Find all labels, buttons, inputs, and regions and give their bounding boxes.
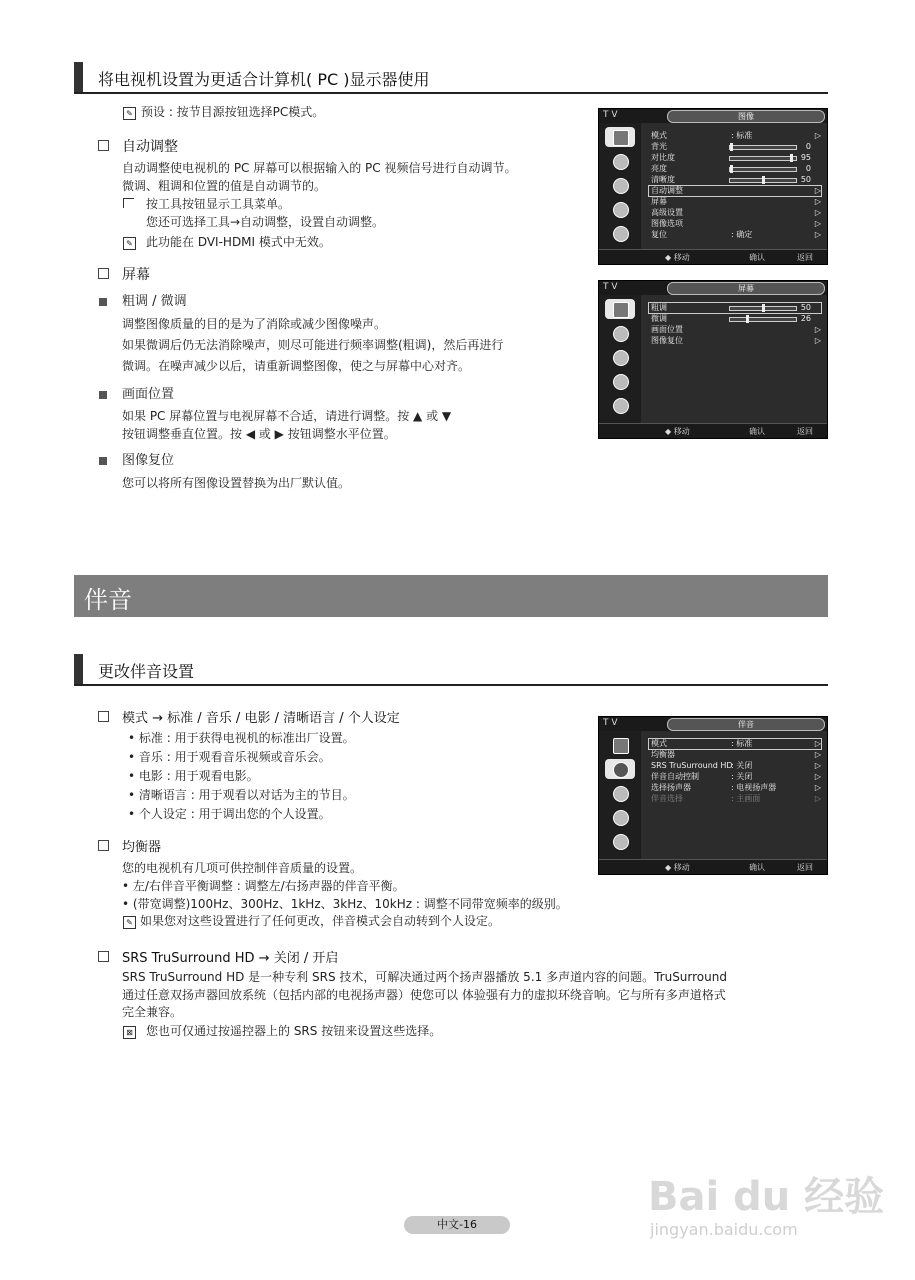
eq-text-1: 您的电视机有几项可供控制伴音质量的设置。	[122, 861, 363, 875]
osd-item-label: 自动调整	[651, 186, 683, 195]
osd-item-label: 模式	[651, 131, 667, 140]
chevron-right-icon: ▷	[814, 197, 821, 206]
move-hint: ◆ 移动	[665, 427, 690, 436]
osd-item-number: 0	[805, 164, 811, 173]
square-bullet-icon	[99, 391, 107, 399]
osd-menu-item[interactable]	[649, 783, 821, 793]
slider-knob[interactable]	[790, 154, 793, 162]
osd-item-number: 26	[800, 314, 811, 323]
osd-item-label: 背光	[651, 142, 667, 151]
heading-auto: 自动调整	[122, 139, 178, 155]
picture-icon	[605, 735, 635, 755]
mode-item: • 清晰语言 : 用于观看以对话为主的节目。	[128, 788, 355, 802]
chevron-right-icon: ▷	[814, 761, 821, 770]
osd-item-value: : 标准	[731, 131, 753, 140]
heading-eq: 均衡器	[122, 840, 162, 855]
reset-text: 您可以将所有图像设置替换为出厂默认值。	[122, 476, 351, 490]
picture-icon	[605, 299, 635, 319]
osd-title: 伴音	[667, 718, 825, 731]
osd-footer	[599, 249, 827, 264]
eq-text-2: • 左/右伴音平衡调整 : 调整左/右扬声器的伴音平衡。	[122, 879, 405, 893]
osd-menu-item[interactable]	[649, 153, 821, 163]
section-header-sound	[74, 654, 828, 686]
osd-picture-menu	[598, 108, 828, 265]
osd-item-label: 微调	[651, 314, 667, 323]
osd-menu-item[interactable]	[649, 197, 821, 207]
checkbox-icon	[98, 951, 109, 962]
osd-menu-item[interactable]	[649, 164, 821, 174]
osd-item-value: : 标准	[731, 739, 753, 748]
osd-menu-item[interactable]	[649, 131, 821, 141]
osd-topbar	[599, 717, 827, 731]
auto-text-1: 自动调整使电视机的 PC 屏幕可以根据输入的 PC 视频信号进行自动调节。	[122, 161, 517, 175]
page-number: 中文-16	[404, 1216, 510, 1234]
sound-icon	[605, 151, 635, 171]
osd-tv-label: T V	[603, 110, 618, 120]
section-header-pc	[74, 62, 828, 94]
move-hint: ◆ 移动	[665, 863, 690, 872]
osd-item-label: 伴音选择	[651, 794, 683, 803]
tool-icon	[123, 198, 134, 208]
osd-tv-label: T V	[603, 718, 618, 728]
note-icon: ✎	[123, 237, 136, 250]
channel-icon	[605, 783, 635, 803]
osd-item-number: 50	[800, 303, 811, 312]
osd-item-number: 50	[800, 175, 811, 184]
header-bar	[74, 654, 83, 684]
osd-title: 图像	[667, 110, 825, 123]
checkbox-icon	[98, 711, 109, 722]
osd-item-value: : 电视扬声器	[731, 783, 777, 792]
osd-footer	[599, 423, 827, 438]
osd-item-label: 模式	[651, 739, 667, 748]
osd-slider[interactable]	[729, 167, 797, 172]
osd-item-label: 画面位置	[651, 325, 683, 334]
osd-item-label: 图像选项	[651, 219, 683, 228]
osd-menu-item[interactable]	[649, 772, 821, 782]
mode-item: • 电影 : 用于观看电影。	[128, 769, 259, 783]
chevron-right-icon: ▷	[814, 783, 821, 792]
heading-screen: 屏幕	[122, 267, 150, 283]
osd-item-label: 亮度	[651, 164, 667, 173]
setup-icon	[605, 807, 635, 827]
chevron-right-icon: ▷	[814, 772, 821, 781]
input-icon	[605, 223, 635, 243]
section-title: 更改伴音设置	[98, 662, 195, 681]
chevron-right-icon: ▷	[814, 794, 821, 803]
osd-item-label: 粗调	[651, 303, 667, 312]
return-hint: 返回	[797, 863, 813, 872]
header-bar	[74, 62, 83, 92]
osd-menu-item[interactable]	[649, 336, 821, 346]
preset-note: 预设 : 按节目源按钮选择PC模式。	[141, 105, 325, 119]
channel-icon	[605, 347, 635, 367]
osd-menu-item[interactable]	[649, 325, 821, 335]
section-title: 将电视机设置为更适合计算机( PC )显示器使用	[98, 70, 430, 89]
heading-coarse: 粗调 / 微调	[122, 294, 187, 309]
checkbox-icon	[98, 268, 109, 279]
heading-reset: 图像复位	[122, 453, 175, 468]
slider-knob[interactable]	[746, 315, 749, 323]
position-text-1: 如果 PC 屏幕位置与电视屏幕不合适，请进行调整。按 ▲ 或 ▼	[122, 409, 452, 423]
note-icon: ✎	[123, 916, 136, 929]
srs-text-1: SRS TruSurround HD 是一种专利 SRS 技术，可解决通过两个扬声器播放 5.1 多声道内容的问题。TruSurround	[122, 970, 727, 984]
checkbox-icon	[98, 140, 109, 151]
osd-item-label: 清晰度	[651, 175, 675, 184]
slider-knob[interactable]	[730, 143, 733, 151]
chevron-right-icon: ▷	[814, 208, 821, 217]
osd-slider[interactable]	[729, 156, 797, 161]
osd-menu-item[interactable]	[649, 750, 821, 760]
osd-item-value: : 关闭	[731, 772, 753, 781]
input-icon	[605, 831, 635, 851]
note-icon: ✎	[123, 107, 136, 120]
osd-slider[interactable]	[729, 145, 797, 150]
enter-hint: 确认	[749, 427, 765, 436]
osd-slider[interactable]	[729, 317, 797, 322]
osd-item-label: 伴音自动控制	[651, 772, 699, 781]
osd-menu-item[interactable]	[649, 794, 821, 804]
osd-sidebar	[599, 295, 641, 424]
setup-icon	[605, 199, 635, 219]
heading-srs: SRS TruSurround HD → 关闭 / 开启	[122, 951, 339, 966]
channel-icon	[605, 175, 635, 195]
return-hint: 返回	[797, 253, 813, 262]
osd-menu-item[interactable]	[649, 303, 821, 313]
chevron-right-icon: ▷	[814, 739, 821, 748]
srs-text-3: 完全兼容。	[122, 1005, 183, 1019]
input-icon	[605, 395, 635, 415]
osd-item-label: 屏幕	[651, 197, 667, 206]
osd-menu-item[interactable]	[649, 175, 821, 185]
sound-icon	[605, 759, 635, 779]
mode-item: • 标准 : 用于获得电视机的标准出厂设置。	[128, 731, 355, 745]
tool-text-2: 您还可选择工具→自动调整，设置自动调整。	[146, 215, 385, 229]
remote-note-icon: ⊠	[123, 1026, 136, 1039]
osd-item-value: : 关闭	[731, 761, 753, 770]
chevron-right-icon: ▷	[814, 186, 821, 195]
baidu-watermark-logo: Bai du 经验	[648, 1174, 885, 1220]
sound-icon	[605, 323, 635, 343]
slider-knob[interactable]	[762, 176, 765, 184]
osd-menu-item[interactable]	[649, 230, 821, 240]
osd-slider[interactable]	[729, 178, 797, 183]
osd-item-value: : 确定	[731, 230, 753, 239]
move-hint: ◆ 移动	[665, 253, 690, 262]
coarse-text-2: 如果微调后仍无法消除噪声，则尽可能进行频率调整(粗调)，然后再进行	[122, 338, 504, 352]
osd-topbar	[599, 109, 827, 123]
mode-item: • 音乐 : 用于观看音乐视频或音乐会。	[128, 750, 331, 764]
picture-icon	[605, 127, 635, 147]
osd-sidebar	[599, 731, 641, 860]
square-bullet-icon	[99, 457, 107, 465]
osd-item-label: 复位	[651, 230, 667, 239]
position-text-2: 按钮调整垂直位置。按 ◀ 或 ▶ 按钮调整水平位置。	[122, 427, 396, 441]
osd-screen-menu	[598, 280, 828, 439]
baidu-watermark-url: jingyan.baidu.com	[650, 1220, 798, 1239]
osd-tv-label: T V	[603, 282, 618, 292]
osd-item-number: 95	[800, 153, 811, 162]
eq-note: 如果您对这些设置进行了任何更改，伴音模式会自动转到个人设定。	[140, 914, 501, 928]
slider-knob[interactable]	[730, 165, 733, 173]
osd-item-number: 0	[805, 142, 811, 151]
eq-text-3: • (带宽调整)100Hz、300Hz、1kHz、3kHz、10kHz : 调整不同带宽频率的级别。	[122, 897, 568, 911]
osd-sound-menu	[598, 716, 828, 875]
osd-title: 屏幕	[667, 282, 825, 295]
osd-menu-item[interactable]	[649, 219, 821, 229]
square-bullet-icon	[99, 298, 107, 306]
auto-text-2: 微调、粗调和位置的值是自动调节的。	[122, 179, 327, 193]
mode-item: • 个人设定 : 用于调出您的个人设置。	[128, 807, 331, 821]
setup-icon	[605, 371, 635, 391]
dvi-note: 此功能在 DVI-HDMI 模式中无效。	[146, 235, 331, 249]
chevron-right-icon: ▷	[814, 336, 821, 345]
coarse-text-3: 微调。在噪声减少以后，请重新调整图像，使之与屏幕中心对齐。	[122, 359, 471, 373]
osd-topbar	[599, 281, 827, 295]
return-hint: 返回	[797, 427, 813, 436]
osd-item-label: SRS TruSurround HD	[651, 761, 733, 770]
osd-item-label: 高级设置	[651, 208, 683, 217]
osd-menu-item[interactable]	[649, 761, 821, 771]
osd-menu-item[interactable]	[649, 314, 821, 324]
chapter-band	[74, 575, 828, 617]
tool-text-1: 按工具按钮显示工具菜单。	[146, 197, 291, 211]
enter-hint: 确认	[749, 863, 765, 872]
chevron-right-icon: ▷	[814, 230, 821, 239]
checkbox-icon	[98, 840, 109, 851]
osd-menu-item[interactable]	[649, 739, 821, 749]
srs-note: 您也可仅通过按遥控器上的 SRS 按钮来设置这些选择。	[146, 1024, 442, 1038]
heading-position: 画面位置	[122, 387, 175, 402]
osd-sidebar	[599, 123, 641, 250]
slider-knob[interactable]	[762, 304, 765, 312]
osd-menu-item[interactable]	[649, 186, 821, 196]
chevron-right-icon: ▷	[814, 219, 821, 228]
chevron-right-icon: ▷	[814, 325, 821, 334]
osd-footer	[599, 859, 827, 874]
chevron-right-icon: ▷	[814, 750, 821, 759]
coarse-text-1: 调整图像质量的目的是为了消除或减少图像噪声。	[122, 317, 387, 331]
enter-hint: 确认	[749, 253, 765, 262]
osd-item-label: 选择扬声器	[651, 783, 691, 792]
osd-menu-item[interactable]	[649, 142, 821, 152]
osd-item-label: 图像复位	[651, 336, 683, 345]
chevron-right-icon: ▷	[814, 131, 821, 140]
osd-item-label: 对比度	[651, 153, 675, 162]
heading-mode: 模式 → 标准 / 音乐 / 电影 / 清晰语言 / 个人设定	[122, 711, 400, 726]
srs-text-2: 通过任意双扬声器回放系统（包括内部的电视扬声器）使您可以 体验强有力的虚拟环绕音响。它与所有多声道格式	[122, 988, 726, 1002]
osd-item-label: 均衡器	[651, 750, 675, 759]
osd-menu-item[interactable]	[649, 208, 821, 218]
chapter-title: 伴音	[84, 586, 132, 614]
osd-item-value: : 主画面	[731, 794, 761, 803]
osd-slider[interactable]	[729, 306, 797, 311]
